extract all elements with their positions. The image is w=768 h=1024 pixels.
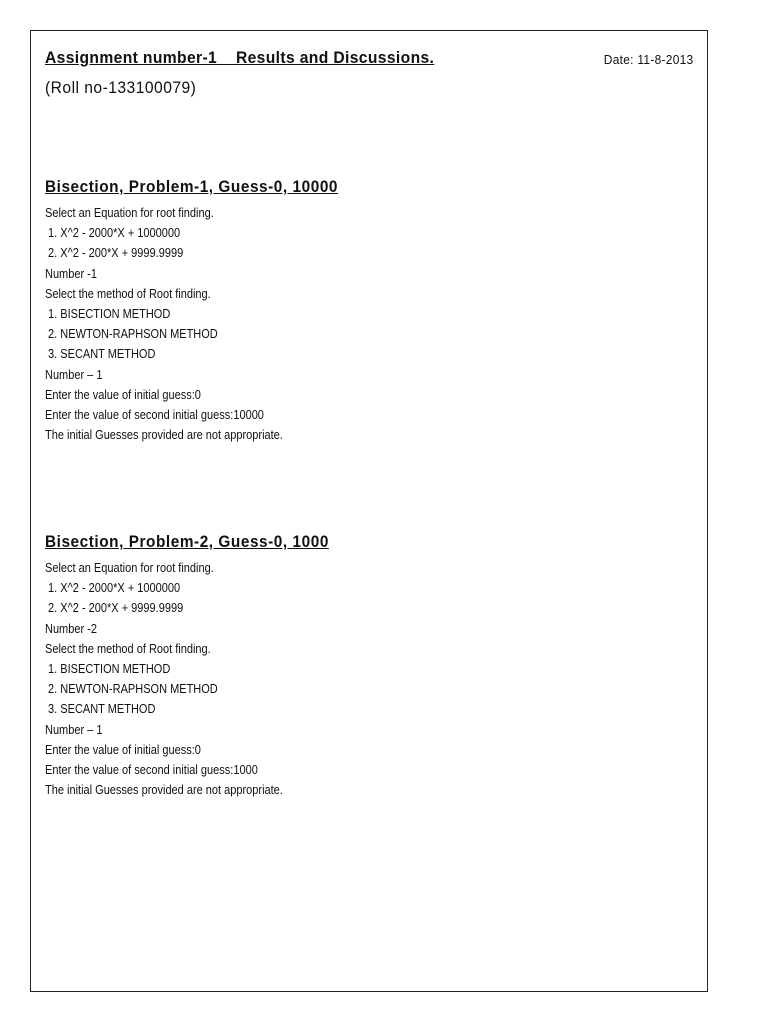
- output-line: Enter the value of initial guess:0: [45, 742, 201, 757]
- program-output: [45, 558, 350, 800]
- output-line: Enter the value of second initial guess:1000: [45, 762, 258, 777]
- output-line: The initial Guesses provided are not appropriate.: [45, 428, 283, 443]
- output-line: Number – 1: [45, 722, 103, 737]
- output-line: Enter the value of second initial guess:10000: [45, 407, 264, 422]
- output-line: Select the method of Root finding.: [45, 641, 211, 656]
- output-line: 1. X^2 - 2000*X + 1000000: [45, 581, 181, 596]
- output-line: Select the method of Root finding.: [45, 286, 211, 301]
- output-line: The initial Guesses provided are not appropriate.: [45, 783, 283, 798]
- output-line: Number – 1: [45, 367, 103, 382]
- output-line: Enter the value of initial guess:0: [45, 387, 201, 402]
- document-page: [30, 30, 708, 992]
- output-line: 3. SECANT METHOD: [45, 347, 156, 362]
- output-line: 2. X^2 - 200*X + 9999.9999: [45, 601, 184, 616]
- section-problem-2: [45, 533, 350, 800]
- output-line: 3. SECANT METHOD: [45, 702, 156, 717]
- output-line: 1. X^2 - 2000*X + 1000000: [45, 226, 181, 241]
- assignment-title: Assignment number-1 Results and Discussions.: [45, 48, 435, 67]
- output-line: 1. BISECTION METHOD: [45, 306, 171, 321]
- output-line: Number -2: [45, 621, 97, 636]
- output-line: Number -1: [45, 266, 97, 281]
- document-date: Date: 11-8-2013: [603, 52, 693, 67]
- section-problem-1: [45, 178, 360, 445]
- output-line: Select an Equation for root finding.: [45, 561, 214, 575]
- output-line: 2. X^2 - 200*X + 9999.9999: [45, 246, 184, 261]
- output-line: 2. NEWTON-RAPHSON METHOD: [45, 327, 218, 342]
- output-line: 2. NEWTON-RAPHSON METHOD: [45, 682, 218, 697]
- section-heading: Bisection, Problem-2, Guess-0, 1000: [45, 533, 329, 551]
- program-output: [45, 203, 360, 445]
- output-line: Select an Equation for root finding.: [45, 206, 214, 220]
- roll-number: (Roll no-133100079): [45, 78, 197, 97]
- output-line: 1. BISECTION METHOD: [45, 661, 171, 676]
- section-heading: Bisection, Problem-1, Guess-0, 10000: [45, 178, 339, 196]
